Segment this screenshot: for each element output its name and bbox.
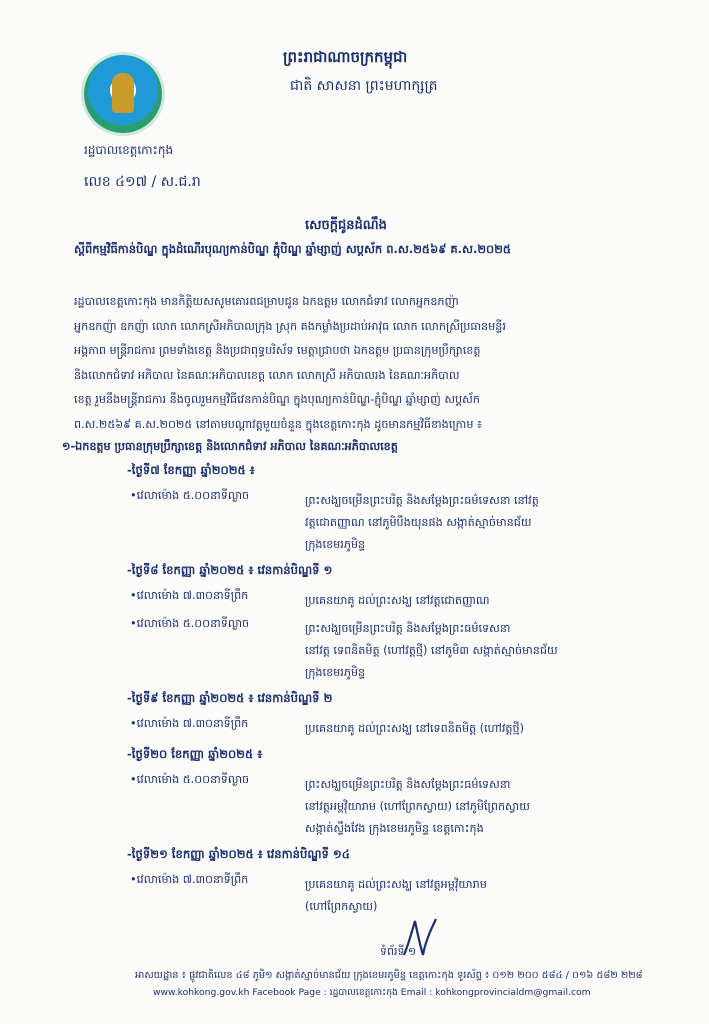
schedule-time: •វេលាម៉ោង ៧.៣០នាទីព្រឹក (130, 589, 249, 602)
schedule-date: -ថ្ងៃទី២០ ខែកញ្ញា ឆ្នាំ២០២៥ ៖ (127, 747, 263, 761)
schedule-description: (ហៅព្រែកស្វាយ) (305, 900, 378, 913)
section-heading: ១-ឯកឧត្តម ប្រធានក្រុមប្រឹក្សាខេត្ត និងលោកជំទាវ អភិបាល នៃគណៈអភិបាលខេត្ត (62, 440, 398, 453)
schedule-date: -ថ្ងៃទី៩ ខែកញ្ញា ឆ្នាំ២០២៥ ៖ វេនកាន់បិណ្ឌទី ២ (127, 691, 333, 705)
schedule-description: ព្រះសង្ឃចម្រើនព្រះបរិត្ត និងសម្តែងព្រះធម៌ទេសនា (305, 778, 511, 791)
intro-line: អ្នកឧកញ៉ា ឧកញ៉ា លោក លោកស្រីអភិបាលក្រុង ស្រុក គងកម្លាំងប្រដាប់អាវុធ លោក លោកស្រីប្រធានមន្ទីរ (74, 319, 506, 333)
kingdom-heading: ព្រះរាជាណាចក្រកម្ពុជា (283, 48, 408, 66)
schedule-date: -ថ្ងៃទី៧ ខែកញ្ញា ឆ្នាំ២០២៥ ៖ (127, 463, 255, 477)
office-name: រដ្ឋបាលខេត្តកោះកុង (84, 143, 174, 157)
logo-emblem-icon (112, 73, 134, 113)
intro-line: និងលោកជំទាវ អភិបាល នៃគណៈអភិបាលខេត្ត លោក លោកស្រី អភិបាលរង នៃគណៈអភិបាល (74, 368, 460, 382)
reference-number: លេខ ៤១៧ / ស.ជ.រា (84, 174, 201, 190)
intro-line: ខេត្ត រួមនឹងមន្ត្រីរាជការ នឹងចូលរួមកម្មវិធីវេនកាន់បិណ្ឌ ក្នុងបុណ្យកាន់បិណ្ឌ-ភ្ជុំបិណ្ឌ ឆ្នាំម្សាញ់ សប្តស័ក (74, 393, 480, 406)
schedule-time: •វេលាម៉ោង ៧.៣០នាទីព្រឹក (130, 717, 249, 730)
schedule-description: វត្តជោតញ្ញាណ នៅភូមិបឹងយុនផង សង្កាត់ស្មាច់មានជ័យ (305, 516, 532, 529)
schedule-description: ប្រគេនយាគូ ដល់ព្រះសង្ឃ នៅវត្តជោតញ្ញាណ (305, 594, 490, 607)
footer-web-email: www.kohkong.gov.kh Facebook Page : រដ្ឋបាលខេត្តកោះកុង Email : kohkongprovincialdm@gmail.com (153, 987, 591, 998)
intro-line: ព.ស.២៥៦៩ គ.ស.២០២៥ នៅតាមបណ្តាវត្តមួយចំនួន ក្នុងខេត្តកោះកុង ដូចមានកម្មវិធីខាងក្រោម ៖ (74, 417, 482, 431)
schedule-time: •វេលាម៉ោង ៥.០០នាទីល្ងាច (130, 773, 250, 786)
schedule-time: •វេលាម៉ោង ៥.០០នាទីល្ងាច (130, 489, 250, 502)
schedule-description: ប្រគេនយាគូ ដល់ព្រះសង្ឃ នៅទេពនិតមិត្ត (ហៅវត្តថ្មី) (305, 722, 524, 735)
schedule-description: នៅវត្តអម្ពវ៉ិយារាម (ហៅព្រែកស្វាយ) នៅភូមិព្រែកស្វាយ (305, 800, 530, 813)
schedule-description: ក្រុងខេមរភូមិន្ទ (305, 538, 366, 551)
schedule-time: •វេលាម៉ោង ៧.៣០នាទីព្រឹក (130, 873, 249, 886)
schedule-description: ក្រុងខេមរភូមិន្ទ (305, 666, 366, 679)
schedule-date: -ថ្ងៃទី៨ ខែកញ្ញា ឆ្នាំ២០២៥ ៖ វេនកាន់បិណ្ឌទី ១ (127, 563, 333, 577)
schedule-time: •វេលាម៉ោង ៥.០០នាទីល្ងាច (130, 617, 250, 630)
schedule-description: ព្រះសង្ឃចម្រើនព្រះបរិត្ត និងសម្តែងព្រះធម៌ទេសនា (305, 622, 511, 635)
page-number: ទំព័រទី ១ (380, 945, 417, 958)
motto-heading: ជាតិ សាសនា ព្រះមហាក្សត្រ (290, 78, 438, 94)
schedule-description: ប្រគេនយាគូ ដល់ព្រះសង្ឃ នៅវត្តអម្ពវ៉ិយារាម (305, 878, 487, 891)
intro-line: អង្គភាព មន្ត្រីរាជការ ព្រមទាំងខេត្ត និងប្រជាពុទ្ធបរិស័ទ មេត្តាជ្រាបថា ឯកឧត្តម ប្រធានក្រុមប្រឹក្សាខេត្ត (74, 344, 481, 357)
intro-line: រដ្ឋបាលខេត្តកោះកុង មានកិត្តិយសសូមគោរពជម្រាបជូន ឯកឧត្តម លោកជំទាវ លោកអ្នកឧកញ៉ា (74, 295, 459, 308)
footer-address: អាសយដ្ឋាន ៖ ផ្លូវជាតិលេខ ៤៨ ភូមិ១ សង្កាត់ស្មាច់មានជ័យ ក្រុងខេមរភូមិន្ទ ខេត្តកោះកុង ទូរស័ព្ទ ៖ ០១២ ២០០ ៥៨៤ / ០១៦ ៥៨២ ២២៨ (135, 970, 643, 981)
schedule-date: -ថ្ងៃទី២១ ខែកញ្ញា ឆ្នាំ២០២៥ ៖ វេនកាន់បិណ្ឌទី ១៤ (127, 847, 350, 861)
schedule-description: សង្កាត់ស្ទឹងវែង ក្រុងខេមរភូមិន្ទ ខេត្តកោះកុង (305, 822, 484, 835)
signature-icon (400, 915, 440, 960)
schedule-description: ព្រះសង្ឃចម្រើនព្រះបរិត្ត និងសម្តែងព្រះធម៌ទេសនា នៅវត្ត (305, 494, 539, 507)
schedule-description: នៅវត្ត ទេពនិតមិត្ត (ហៅវត្តថ្មី) នៅភូមិ៣ សង្កាត់ស្មាច់មានជ័យ (305, 644, 558, 657)
notice-title: សេចក្តីជូនដំណឹង (305, 218, 387, 233)
provincial-logo (84, 55, 162, 133)
notice-subtitle: ស្តីពីកម្មវិធីកាន់បិណ្ឌ ក្នុងដំណើរបុណ្យកាន់បិណ្ឌ ភ្ជុំបិណ្ឌ ឆ្នាំម្សាញ់ សប្តស័ក ព.ស.២៥៦៩ គ.ស.២០២៥ (74, 242, 512, 256)
